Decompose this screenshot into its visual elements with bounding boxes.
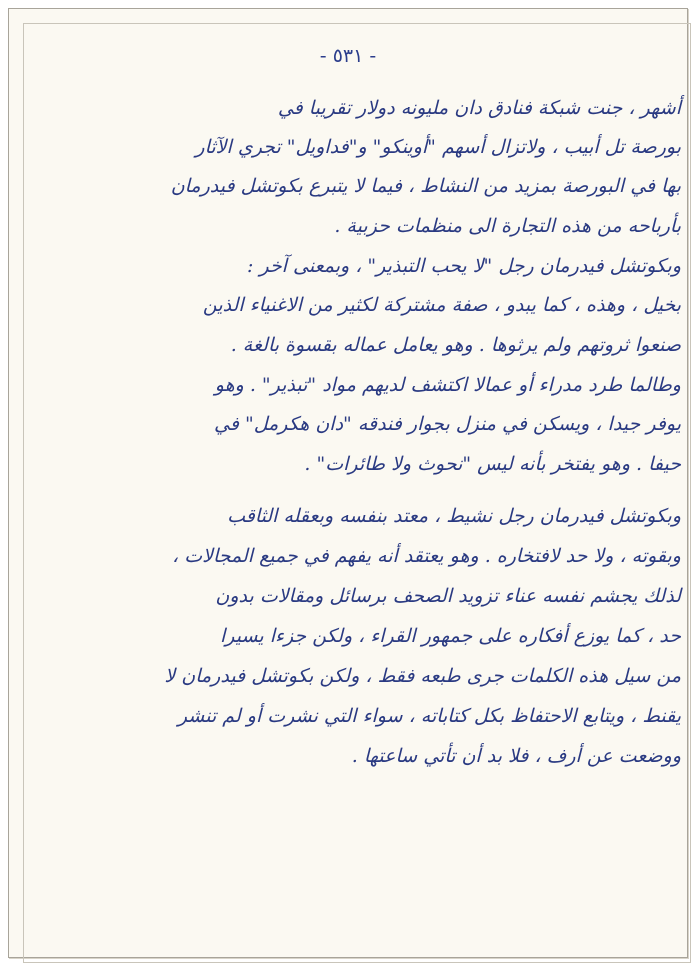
text-line-7: صنعوا ثروتهم ولم يرثوها . وهو يعامل عماله بقسوة بالغة .: [230, 334, 681, 356]
text-line-1: أشهر ، جنت شبكة فنادق دان مليونه دولار تقريبا في: [277, 97, 681, 119]
manuscript-page: [8, 8, 688, 958]
text-line-14: حد ، كما يوزع أفكاره على جمهور القراء ، ولكن جزءا يسيرا: [219, 625, 681, 647]
text-line-6: بخيل ، وهذه ، كما يبدو ، صفة مشتركة لكثير من الاغنياء الذين: [202, 294, 681, 316]
text-line-17: ووضعت عن أرف ، فلا بد أن تأتي ساعتها .: [351, 745, 681, 767]
text-line-10: حيفا . وهو يفتخر بأنه ليس "نحوث ولا طائرات" .: [304, 453, 681, 475]
text-line-11: وبكوتشل فيدرمان رجل نشيط ، معتد بنفسه وبعقله الثاقب: [227, 505, 681, 527]
text-line-12: وبقوته ، ولا حد لافتخاره . وهو يعتقد أنه يفهم في جميع المجالات ،: [172, 545, 681, 567]
text-line-16: يقنط ، ويتابع الاحتفاظ بكل كتاباته ، سواء التي نشرت أو لم تنشر: [177, 705, 681, 727]
text-line-5: وبكوتشل فيدرمان رجل "لا يحب التبذير" ، وبمعنى آخر :: [247, 255, 681, 277]
manuscript-text-block: [67, 9, 691, 959]
text-line-3: بها في البورصة بمزيد من النشاط ، فيما لا يتبرع بكوتشل فيدرمان: [170, 175, 681, 197]
text-line-15: من سيل هذه الكلمات جرى طبعه فقط ، ولكن بكوتشل فيدرمان لا: [164, 665, 681, 687]
page-number: - ٥٣١ -: [319, 45, 377, 67]
text-line-13: لذلك يجشم نفسه عناء تزويد الصحف برسائل ومقالات بدون: [215, 585, 681, 607]
text-line-8: وطالما طرد مدراء أو عمالا اكتشف لديهم مواد "تبذير" . وهو: [214, 374, 681, 396]
text-line-4: بأرباحه من هذه التجارة الى منظمات حزبية .: [334, 215, 681, 237]
text-line-9: يوفر جيدا ، ويسكن في منزل بجوار فندقه "دان هكرمل" في: [214, 413, 681, 435]
text-line-2: بورصة تل أبيب ، ولاتزال أسهم "أوينكو" و"فداويل" تجري الآثار: [195, 136, 681, 158]
